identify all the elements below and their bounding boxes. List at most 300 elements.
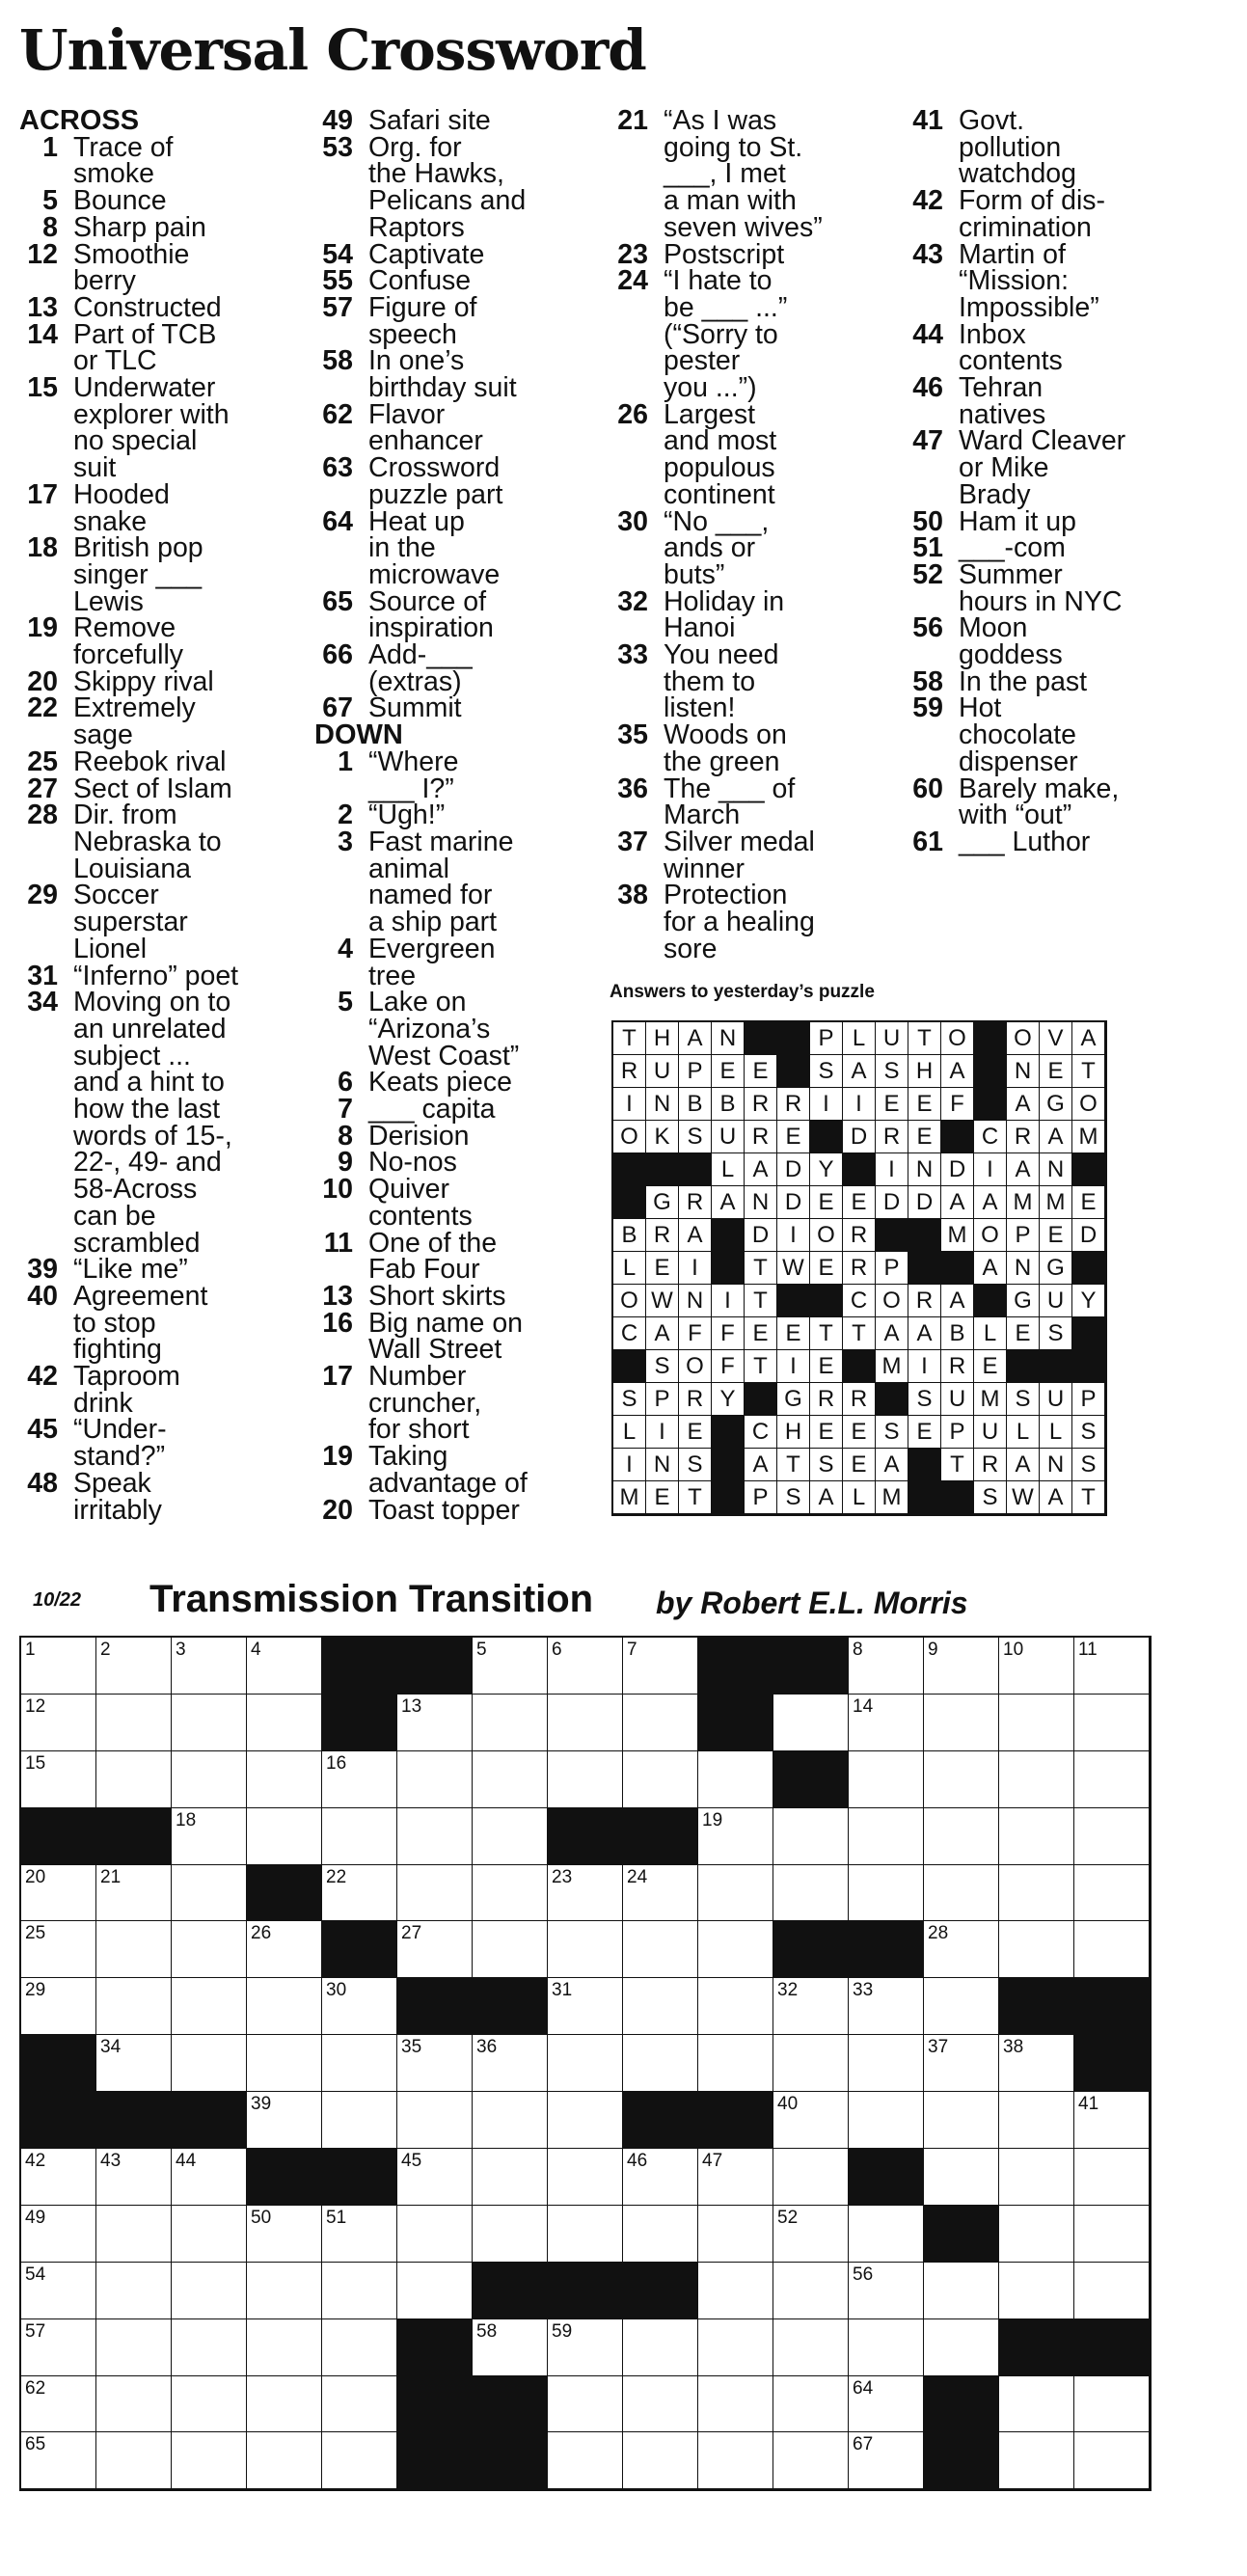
grid-cell[interactable] (999, 1751, 1074, 1808)
clue-number-label: 30 (326, 1980, 347, 2001)
black-square (999, 2319, 1074, 2376)
answer-letter: S (1072, 1416, 1105, 1449)
clue-item (314, 105, 604, 136)
grid-cell[interactable] (21, 1978, 96, 2035)
grid-cell[interactable] (96, 2432, 172, 2489)
grid-cell[interactable] (172, 1978, 247, 2035)
clue-number: 29 (27, 880, 58, 911)
grid-cell[interactable] (172, 2319, 247, 2376)
grid-cell[interactable] (773, 2376, 849, 2433)
grid-cell[interactable] (924, 1638, 999, 1695)
answer-letter: A (974, 1186, 1007, 1219)
grid-cell[interactable] (322, 2376, 397, 2433)
answer-black-square (777, 1285, 810, 1317)
black-square (1074, 2319, 1150, 2376)
grid-cell[interactable] (247, 1978, 322, 2035)
grid-cell[interactable] (21, 1638, 96, 1695)
clue-number: 8 (42, 211, 58, 243)
clue-text: Skippy rival (73, 665, 214, 697)
black-square (924, 2376, 999, 2433)
clue-text: Org. for the Hawks, Pelicans and Raptors (368, 131, 527, 243)
grid-cell[interactable] (849, 1865, 924, 1922)
answer-letter: D (941, 1153, 974, 1186)
grid-cell[interactable] (322, 1865, 397, 1922)
grid-cell[interactable] (96, 2035, 172, 2092)
clue-number-label: 56 (853, 2264, 874, 2285)
clue-item (19, 185, 309, 217)
grid-cell[interactable] (548, 2149, 623, 2206)
clue-number-label: 2 (100, 1640, 111, 1660)
grid-cell[interactable] (397, 2035, 473, 2092)
answer-letter: M (974, 1383, 1007, 1416)
clue-text: Holiday in Hanoi (664, 585, 785, 644)
grid-cell[interactable] (21, 1751, 96, 1808)
black-square (849, 2149, 924, 2206)
grid-cell[interactable] (623, 1978, 698, 2035)
answer-black-square (745, 1383, 777, 1416)
answer-letter: T (1072, 1481, 1105, 1514)
grid-cell[interactable] (548, 1695, 623, 1751)
clue-number-label: 47 (702, 2151, 723, 2172)
grid-cell[interactable] (247, 2376, 322, 2433)
grid-cell[interactable] (623, 1921, 698, 1978)
grid-cell[interactable] (849, 2092, 924, 2149)
grid-cell[interactable] (397, 2092, 473, 2149)
grid-cell[interactable] (698, 2376, 773, 2433)
answer-letter: G (1040, 1088, 1072, 1121)
grid-cell[interactable] (849, 1808, 924, 1865)
page-title: Universal Crossword (19, 17, 646, 83)
grid-cell[interactable] (924, 1865, 999, 1922)
grid-cell[interactable] (623, 1695, 698, 1751)
grid-cell[interactable] (1074, 2432, 1150, 2489)
grid-cell[interactable] (172, 1751, 247, 1808)
grid-cell[interactable] (473, 1751, 548, 1808)
grid-cell[interactable] (473, 2319, 548, 2376)
grid-cell[interactable] (999, 1808, 1074, 1865)
grid-cell[interactable] (473, 1921, 548, 1978)
grid-cell[interactable] (96, 1695, 172, 1751)
grid-cell[interactable] (473, 2149, 548, 2206)
grid-cell[interactable] (548, 2206, 623, 2263)
clue-text: Figure of speech (368, 291, 477, 350)
grid-cell[interactable] (397, 1751, 473, 1808)
grid-cell[interactable] (924, 1751, 999, 1808)
answer-letter: E (646, 1481, 679, 1514)
clue-text: “Under- stand?” (73, 1414, 167, 1473)
grid-cell[interactable] (849, 1978, 924, 2035)
grid-cell[interactable] (21, 1921, 96, 1978)
grid-cell[interactable] (397, 2206, 473, 2263)
grid-cell[interactable] (924, 2319, 999, 2376)
grid-cell[interactable] (247, 1808, 322, 1865)
clue-text: Confuse (368, 265, 472, 297)
grid-cell[interactable] (548, 1921, 623, 1978)
clue-number-label: 22 (326, 1866, 347, 1887)
grid-cell[interactable] (322, 2035, 397, 2092)
grid-cell[interactable] (1074, 2206, 1150, 2263)
grid-cell[interactable] (172, 2035, 247, 2092)
black-square (397, 2376, 473, 2433)
grid-cell[interactable] (924, 1695, 999, 1751)
clue-item (314, 933, 604, 991)
grid-cell[interactable] (322, 2092, 397, 2149)
grid-cell[interactable] (397, 1865, 473, 1922)
grid-cell[interactable] (397, 2149, 473, 2206)
grid-cell[interactable] (473, 1638, 548, 1695)
clue-item (314, 1280, 604, 1312)
grid-cell[interactable] (924, 2092, 999, 2149)
grid-cell[interactable] (247, 2263, 322, 2319)
clue-item (314, 1067, 604, 1098)
grid-cell[interactable] (999, 1921, 1074, 1978)
grid-cell[interactable] (322, 1978, 397, 2035)
black-square (1074, 1978, 1150, 2035)
grid-cell[interactable] (773, 1978, 849, 2035)
grid-cell[interactable] (849, 2206, 924, 2263)
clue-text: ___-com (959, 532, 1066, 564)
grid-cell[interactable] (96, 2376, 172, 2433)
grid-cell[interactable] (21, 1865, 96, 1922)
grid-cell[interactable] (999, 2263, 1074, 2319)
grid-cell[interactable] (849, 1751, 924, 1808)
answer-black-square (876, 1219, 908, 1252)
grid-cell[interactable] (96, 1751, 172, 1808)
grid-cell[interactable] (1074, 1638, 1150, 1695)
answer-letter: B (679, 1088, 712, 1121)
grid-cell[interactable] (397, 1695, 473, 1751)
grid-cell[interactable] (999, 2432, 1074, 2489)
answer-letter: R (745, 1088, 777, 1121)
grid-cell[interactable] (247, 2432, 322, 2489)
clue-text: You need them to listen! (664, 639, 779, 724)
answer-letter: G (1007, 1285, 1040, 1317)
grid-cell[interactable] (21, 2149, 96, 2206)
clue-item (19, 692, 309, 751)
clue-number-label: 29 (25, 1980, 46, 2001)
answer-letter: M (941, 1219, 974, 1252)
answer-letter: S (1040, 1317, 1072, 1350)
grid-cell[interactable] (849, 2319, 924, 2376)
grid-cell[interactable] (773, 2206, 849, 2263)
grid-cell[interactable] (1074, 1921, 1150, 1978)
grid-cell[interactable] (473, 2035, 548, 2092)
answer-letter: T (1072, 1055, 1105, 1088)
grid-cell[interactable] (322, 2263, 397, 2319)
answer-letter: T (908, 1022, 941, 1055)
grid-cell[interactable] (548, 1865, 623, 1922)
grid-cell[interactable] (924, 1808, 999, 1865)
grid-cell[interactable] (548, 1751, 623, 1808)
grid-cell[interactable] (172, 2206, 247, 2263)
grid-cell[interactable] (21, 2376, 96, 2433)
grid-cell[interactable] (623, 2206, 698, 2263)
grid-cell[interactable] (698, 1808, 773, 1865)
grid-cell[interactable] (924, 1978, 999, 2035)
grid-cell[interactable] (172, 1921, 247, 1978)
answer-letter: U (712, 1121, 745, 1153)
grid-cell[interactable] (924, 2035, 999, 2092)
grid-cell[interactable] (96, 2206, 172, 2263)
clue-number: 67 (322, 692, 353, 724)
grid-cell[interactable] (21, 1695, 96, 1751)
clue-number: 59 (912, 692, 943, 724)
clue-number: 37 (617, 826, 648, 857)
clue-item (905, 692, 1194, 777)
grid-cell[interactable] (924, 1921, 999, 1978)
grid-cell[interactable] (623, 2432, 698, 2489)
clue-text: Extremely sage (73, 692, 196, 751)
answer-letter: T (745, 1350, 777, 1383)
grid-cell[interactable] (96, 2149, 172, 2206)
grid-cell[interactable] (773, 2035, 849, 2092)
clue-item (610, 398, 899, 510)
grid-cell[interactable] (1074, 2092, 1150, 2149)
grid-cell[interactable] (623, 2376, 698, 2433)
grid-cell[interactable] (999, 2149, 1074, 2206)
clue-text: Remove forcefully (73, 612, 184, 671)
grid-cell[interactable] (849, 2432, 924, 2489)
grid-cell[interactable] (548, 1638, 623, 1695)
grid-cell[interactable] (924, 2263, 999, 2319)
grid-cell[interactable] (999, 1865, 1074, 1922)
grid-cell[interactable] (322, 2319, 397, 2376)
clue-number: 13 (27, 291, 58, 323)
grid-cell[interactable] (849, 2376, 924, 2433)
clue-number: 63 (322, 452, 353, 484)
grid-cell[interactable] (247, 1751, 322, 1808)
grid-cell[interactable] (172, 1638, 247, 1695)
black-square (247, 2149, 322, 2206)
crossword-grid[interactable] (19, 1636, 1152, 2491)
answer-letter: A (1007, 1449, 1040, 1481)
answer-letter: R (810, 1383, 843, 1416)
answer-letter: O (1007, 1022, 1040, 1055)
grid-cell[interactable] (999, 2206, 1074, 2263)
grid-cell[interactable] (623, 1865, 698, 1922)
answer-letter: E (843, 1449, 876, 1481)
grid-cell[interactable] (322, 2432, 397, 2489)
grid-cell[interactable] (623, 2035, 698, 2092)
clue-text: Dir. from Nebraska to Louisiana (73, 800, 222, 884)
grid-cell[interactable] (96, 2263, 172, 2319)
clue-item (610, 773, 899, 831)
grid-cell[interactable] (172, 2149, 247, 2206)
grid-cell[interactable] (698, 2263, 773, 2319)
grid-cell[interactable] (548, 1978, 623, 2035)
grid-cell[interactable] (1074, 1808, 1150, 1865)
grid-cell[interactable] (623, 1638, 698, 1695)
grid-cell[interactable] (698, 1921, 773, 1978)
clue-item (905, 558, 1194, 617)
answer-letter: V (1040, 1022, 1072, 1055)
grid-cell[interactable] (172, 2263, 247, 2319)
grid-cell[interactable] (698, 2432, 773, 2489)
clue-number: 7 (338, 1094, 353, 1125)
answer-letter: E (1040, 1055, 1072, 1088)
grid-cell[interactable] (999, 2035, 1074, 2092)
answer-black-square (1072, 1350, 1105, 1383)
grid-cell[interactable] (773, 1808, 849, 1865)
clue-number: 62 (322, 398, 353, 430)
grid-cell[interactable] (1074, 2376, 1150, 2433)
grid-cell[interactable] (21, 2206, 96, 2263)
clue-column-4 (905, 105, 1194, 857)
grid-cell[interactable] (397, 2263, 473, 2319)
answer-black-square (974, 1055, 1007, 1088)
clue-item (905, 105, 1194, 190)
answer-letter: F (941, 1088, 974, 1121)
grid-cell[interactable] (247, 1695, 322, 1751)
answer-letter: O (613, 1285, 646, 1317)
grid-cell[interactable] (999, 1638, 1074, 1695)
clue-number-label: 67 (853, 2434, 874, 2455)
clue-number: 5 (42, 185, 58, 217)
answer-black-square (712, 1219, 745, 1252)
clue-text: Silver medal winner (664, 826, 815, 884)
grid-cell[interactable] (623, 2149, 698, 2206)
answer-black-square (810, 1121, 843, 1153)
grid-cell[interactable] (698, 2149, 773, 2206)
grid-cell[interactable] (773, 2263, 849, 2319)
grid-cell[interactable] (548, 2432, 623, 2489)
grid-cell[interactable] (924, 2149, 999, 2206)
clue-item (314, 987, 604, 1071)
grid-cell[interactable] (698, 2035, 773, 2092)
clue-item (905, 238, 1194, 323)
grid-cell[interactable] (698, 2206, 773, 2263)
grid-cell[interactable] (773, 1695, 849, 1751)
clue-number: 32 (617, 585, 648, 617)
grid-cell[interactable] (96, 1865, 172, 1922)
grid-cell[interactable] (21, 2432, 96, 2489)
clue-item (905, 185, 1194, 243)
grid-cell[interactable] (473, 1808, 548, 1865)
clue-number: 57 (322, 291, 353, 323)
grid-cell[interactable] (698, 2319, 773, 2376)
grid-cell[interactable] (322, 1808, 397, 1865)
grid-cell[interactable] (172, 1808, 247, 1865)
grid-cell[interactable] (773, 2149, 849, 2206)
clue-number: 3 (338, 826, 353, 857)
answer-black-square (974, 1285, 1007, 1317)
grid-cell[interactable] (247, 1921, 322, 1978)
grid-cell[interactable] (999, 2092, 1074, 2149)
grid-cell[interactable] (96, 1921, 172, 1978)
answer-black-square (1072, 1153, 1105, 1186)
grid-cell[interactable] (698, 1865, 773, 1922)
clue-text: Heat up in the microwave (368, 505, 501, 590)
black-square (473, 2376, 548, 2433)
grid-cell[interactable] (1074, 2263, 1150, 2319)
answer-letter: G (777, 1383, 810, 1416)
clue-number-label: 38 (1003, 2037, 1024, 2058)
answer-letter: A (1072, 1022, 1105, 1055)
grid-cell[interactable] (773, 2092, 849, 2149)
grid-cell[interactable] (849, 2263, 924, 2319)
clue-number: 33 (617, 639, 648, 671)
grid-cell[interactable] (172, 2432, 247, 2489)
grid-cell[interactable] (473, 1865, 548, 1922)
grid-cell[interactable] (21, 2263, 96, 2319)
grid-cell[interactable] (849, 1695, 924, 1751)
grid-cell[interactable] (698, 1751, 773, 1808)
grid-cell[interactable] (172, 1865, 247, 1922)
clue-number: 19 (27, 612, 58, 644)
clue-number: 43 (912, 238, 943, 270)
answer-letter: U (974, 1416, 1007, 1449)
grid-cell[interactable] (548, 2035, 623, 2092)
clue-text: Smoothie berry (73, 238, 190, 297)
clue-text: Quiver contents (368, 1174, 473, 1232)
grid-cell[interactable] (849, 1638, 924, 1695)
grid-cell[interactable] (247, 2092, 322, 2149)
answer-letter: O (679, 1350, 712, 1383)
grid-cell[interactable] (247, 2206, 322, 2263)
grid-cell[interactable] (1074, 1695, 1150, 1751)
grid-cell[interactable] (96, 1978, 172, 2035)
clue-item (314, 585, 604, 644)
clue-number: 24 (617, 265, 648, 297)
grid-cell[interactable] (322, 1751, 397, 1808)
grid-cell[interactable] (999, 2376, 1074, 2433)
answer-letter: I (876, 1153, 908, 1186)
grid-cell[interactable] (397, 1921, 473, 1978)
grid-cell[interactable] (473, 2206, 548, 2263)
grid-cell[interactable] (623, 1751, 698, 1808)
grid-cell[interactable] (473, 2092, 548, 2149)
grid-cell[interactable] (247, 2319, 322, 2376)
clue-number: 1 (42, 131, 58, 163)
grid-cell[interactable] (548, 2092, 623, 2149)
grid-cell[interactable] (1074, 1865, 1150, 1922)
grid-cell[interactable] (172, 2376, 247, 2433)
grid-cell[interactable] (849, 2035, 924, 2092)
grid-cell[interactable] (773, 2319, 849, 2376)
answer-black-square (908, 1481, 941, 1514)
grid-cell[interactable] (623, 2319, 698, 2376)
grid-cell[interactable] (322, 2206, 397, 2263)
clue-item (19, 291, 309, 323)
answer-letter: N (1040, 1153, 1072, 1186)
grid-cell[interactable] (548, 2376, 623, 2433)
grid-cell[interactable] (773, 1865, 849, 1922)
grid-cell[interactable] (96, 2319, 172, 2376)
answer-letter: A (876, 1449, 908, 1481)
clue-item (314, 345, 604, 404)
grid-cell[interactable] (548, 2319, 623, 2376)
grid-cell[interactable] (773, 2432, 849, 2489)
clue-text: Keats piece (368, 1067, 512, 1098)
answer-letter: W (646, 1285, 679, 1317)
clue-item (314, 1094, 604, 1125)
grid-cell[interactable] (1074, 2149, 1150, 2206)
clue-item (314, 1227, 604, 1286)
grid-cell[interactable] (96, 1638, 172, 1695)
grid-cell[interactable] (698, 1978, 773, 2035)
grid-cell[interactable] (21, 2319, 96, 2376)
grid-cell[interactable] (172, 1695, 247, 1751)
grid-cell[interactable] (473, 1695, 548, 1751)
grid-cell[interactable] (247, 1638, 322, 1695)
grid-cell[interactable] (397, 1808, 473, 1865)
grid-cell[interactable] (999, 1695, 1074, 1751)
clue-text: Hot chocolate dispenser (959, 692, 1078, 777)
grid-cell[interactable] (1074, 1751, 1150, 1808)
grid-cell[interactable] (247, 2035, 322, 2092)
clue-text: Sect of Islam (73, 773, 232, 804)
answer-letter: I (843, 1088, 876, 1121)
